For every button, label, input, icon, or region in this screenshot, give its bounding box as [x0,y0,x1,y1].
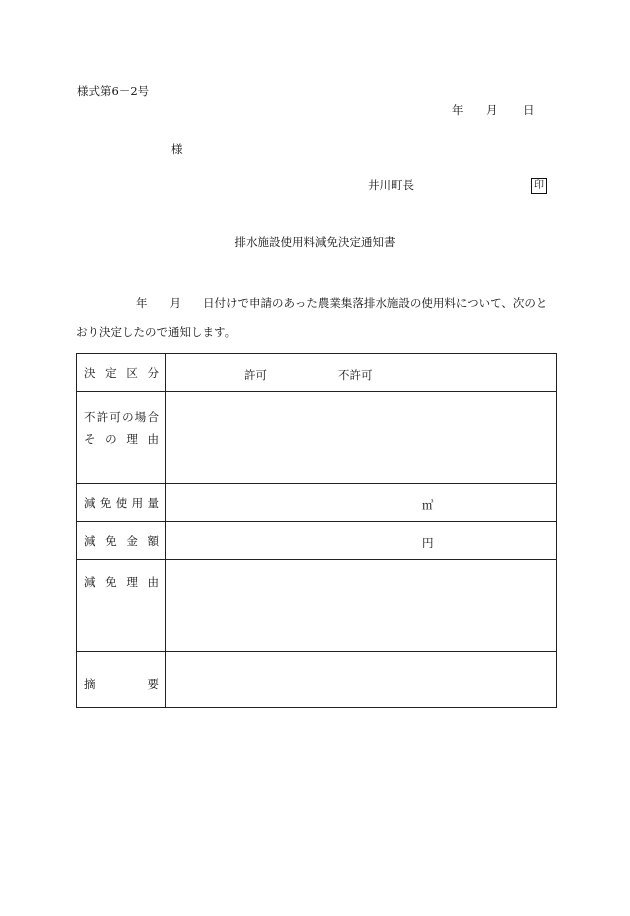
cubic-meter-unit: ㎥ [422,498,434,512]
label-char: 定 [105,365,117,380]
date-year-label: 年 [452,103,464,117]
label-char: 理 [126,432,138,446]
yen-unit: 円 [422,536,434,550]
label-char: 区 [126,365,138,380]
exempt-reason-label-cell [77,560,166,652]
exempt-amount-value-cell[interactable] [166,522,557,560]
body-month-label: 月 [169,296,181,310]
summary-label [77,668,165,692]
notice-table [76,353,557,708]
label-char: 由 [147,432,159,446]
label-char: 減 [84,575,96,589]
body-line-1 [136,298,547,310]
label-char: の [105,432,117,446]
label-char: の [122,410,134,424]
deny-reason-label-cell [77,392,166,484]
date-day-label: 日 [523,103,535,117]
summary-label-cell [77,652,166,708]
exempt-reason-label [77,560,165,590]
deny-option[interactable]: 不許可 [338,368,373,382]
seal-mark: 印 [531,178,547,194]
exempt-amount-label-cell [77,522,166,560]
document-title: 排水施設使用料減免決定通知書 [234,235,396,249]
deny-reason-value-cell[interactable] [166,392,557,484]
table-row-deny-reason [77,392,557,484]
exempt-quantity-label [77,495,165,511]
decision-value-cell[interactable] [166,354,557,392]
summary-value-cell[interactable] [166,652,557,708]
permit-option[interactable]: 許可 [244,368,267,382]
label-char: 許 [96,410,109,424]
label-char: そ [84,432,96,446]
decision-label-cell [77,354,166,392]
label-char: 減 [84,533,96,548]
exempt-quantity-label-cell [77,484,166,522]
label-char: 金 [126,533,138,548]
decision-label [77,365,165,381]
exempt-amount-label [77,533,165,549]
date-month-label: 月 [486,103,498,117]
recipient-honorific: 様 [171,142,183,156]
label-char: 不 [84,410,96,424]
body-line-1-text: 日付けで申請のあった農業集落排水施設の使用料について、次のと [203,296,548,310]
form-number: 様式第6－2号 [77,84,150,98]
label-char: 分 [147,365,159,380]
label-char: 由 [147,575,159,589]
label-char: 免 [99,495,112,510]
exempt-reason-value-cell[interactable] [166,560,557,652]
table-row-exempt-quantity [77,484,557,522]
label-char: 理 [126,575,138,589]
label-char: 場 [134,410,147,424]
label-char: 決 [84,365,96,380]
sender-title: 井川町長 [368,178,414,192]
label-char: 額 [147,533,159,548]
label-char: 要 [147,676,159,691]
body-line-2: おり決定したので通知します。 [76,325,237,339]
table-row-decision [77,354,557,392]
label-char: 免 [105,575,117,589]
label-char: 量 [147,495,159,510]
label-char: 用 [131,495,144,510]
table-row-exempt-reason [77,560,557,652]
table-row-exempt-amount [77,522,557,560]
body-year-label: 年 [136,296,148,310]
exempt-quantity-value-cell[interactable] [166,484,557,522]
label-char: 使 [115,495,128,510]
table-row-summary [77,652,557,708]
label-char: 合 [147,410,159,424]
label-char: 可 [109,410,121,424]
label-char: 免 [105,533,117,548]
label-char: 減 [84,495,96,510]
label-char: 摘 [84,676,96,691]
deny-reason-label [77,392,165,450]
